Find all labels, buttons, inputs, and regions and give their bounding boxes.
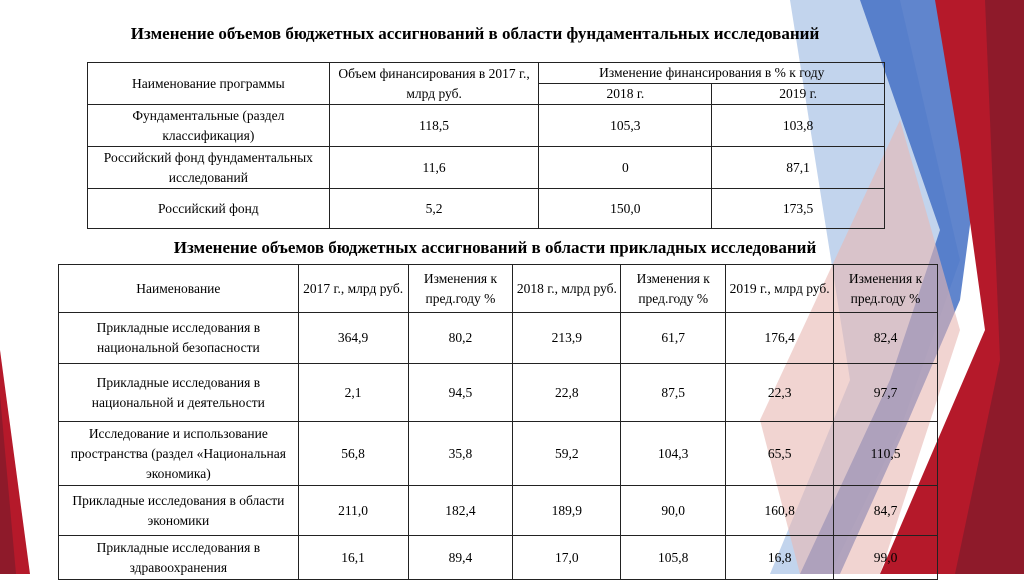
row-2018-volume: 189,9: [513, 486, 621, 536]
header-2017-volume: 2017 г., млрд руб.: [298, 265, 408, 313]
table-row: [59, 422, 938, 486]
row-2019-volume: 176,4: [726, 313, 834, 364]
row-2017-volume: 16,1: [298, 536, 408, 580]
row-2018-change: 87,5: [621, 364, 726, 422]
header-volume: Объем финансирования в 2017 г., млрд руб.: [329, 63, 539, 105]
header-2019-change: Изменения к пред.году %: [834, 265, 938, 313]
header-2019-volume: 2019 г., млрд руб.: [726, 265, 834, 313]
row-name: Прикладные исследования в здравоохранения: [59, 536, 299, 580]
row-change-2018: 0: [539, 147, 712, 189]
table-row: [88, 105, 885, 147]
section2-title: Изменение объемов бюджетных ассигнований в области прикладных исследований: [173, 238, 817, 257]
row-2018-change: 105,8: [621, 536, 726, 580]
header-2017-change: Изменения к пред.году %: [408, 265, 513, 313]
fundamental-research-table: [87, 62, 885, 229]
row-2018-change: 104,3: [621, 422, 726, 486]
row-name: Российский фонд: [88, 189, 330, 229]
row-2019-volume: 22,3: [726, 364, 834, 422]
header-name: Наименование: [59, 265, 299, 313]
table-row: [88, 189, 885, 229]
row-volume: 11,6: [329, 147, 539, 189]
row-2017-change: 94,5: [408, 364, 513, 422]
row-2017-volume: 364,9: [298, 313, 408, 364]
row-2019-volume: 16,8: [726, 536, 834, 580]
table-row: [59, 313, 938, 364]
row-2019-change: 99,0: [834, 536, 938, 580]
row-2019-change: 110,5: [834, 422, 938, 486]
row-name: Фундаментальные (раздел классификация): [88, 105, 330, 147]
row-change-2019: 173,5: [712, 189, 885, 229]
row-2017-change: 35,8: [408, 422, 513, 486]
table2-header-row: [59, 265, 938, 313]
row-2019-volume: 160,8: [726, 486, 834, 536]
row-volume: 5,2: [329, 189, 539, 229]
row-2019-change: 97,7: [834, 364, 938, 422]
row-change-2019: 87,1: [712, 147, 885, 189]
row-2019-change: 82,4: [834, 313, 938, 364]
row-volume: 118,5: [329, 105, 539, 147]
row-2018-change: 90,0: [621, 486, 726, 536]
row-2017-volume: 211,0: [298, 486, 408, 536]
row-2019-volume: 65,5: [726, 422, 834, 486]
header-2018-volume: 2018 г., млрд руб.: [513, 265, 621, 313]
row-change-2018: 150,0: [539, 189, 712, 229]
row-name: Прикладные исследования в национальной и деятельности: [59, 364, 299, 422]
row-2017-volume: 56,8: [298, 422, 408, 486]
header-2018-change: Изменения к пред.году %: [621, 265, 726, 313]
row-name: Прикладные исследования в национальной безопасности: [59, 313, 299, 364]
row-2017-change: 89,4: [408, 536, 513, 580]
table-row: [59, 486, 938, 536]
row-change-2019: 103,8: [712, 105, 885, 147]
section1-title: Изменение объемов бюджетных ассигнований в области фундаментальных исследований: [130, 24, 820, 43]
row-2018-volume: 59,2: [513, 422, 621, 486]
row-2019-change: 84,7: [834, 486, 938, 536]
row-name: Российский фонд фундаментальных исследований: [88, 147, 330, 189]
table-row: [59, 364, 938, 422]
row-name: Прикладные исследования в области экономики: [59, 486, 299, 536]
applied-research-table: [58, 264, 938, 580]
row-2017-volume: 2,1: [298, 364, 408, 422]
table-row: [88, 147, 885, 189]
row-2018-volume: 22,8: [513, 364, 621, 422]
header-2019: 2019 г.: [712, 84, 885, 105]
header-program: Наименование программы: [88, 63, 330, 105]
row-2017-change: 182,4: [408, 486, 513, 536]
table1-header-row: [88, 63, 885, 84]
table-row: [59, 536, 938, 580]
row-change-2018: 105,3: [539, 105, 712, 147]
header-change: Изменение финансирования в % к году: [539, 63, 885, 84]
row-2018-change: 61,7: [621, 313, 726, 364]
row-2017-change: 80,2: [408, 313, 513, 364]
header-2018: 2018 г.: [539, 84, 712, 105]
row-name: Исследование и использование пространства (раздел «Национальная экономика): [59, 422, 299, 486]
row-2018-volume: 213,9: [513, 313, 621, 364]
row-2018-volume: 17,0: [513, 536, 621, 580]
